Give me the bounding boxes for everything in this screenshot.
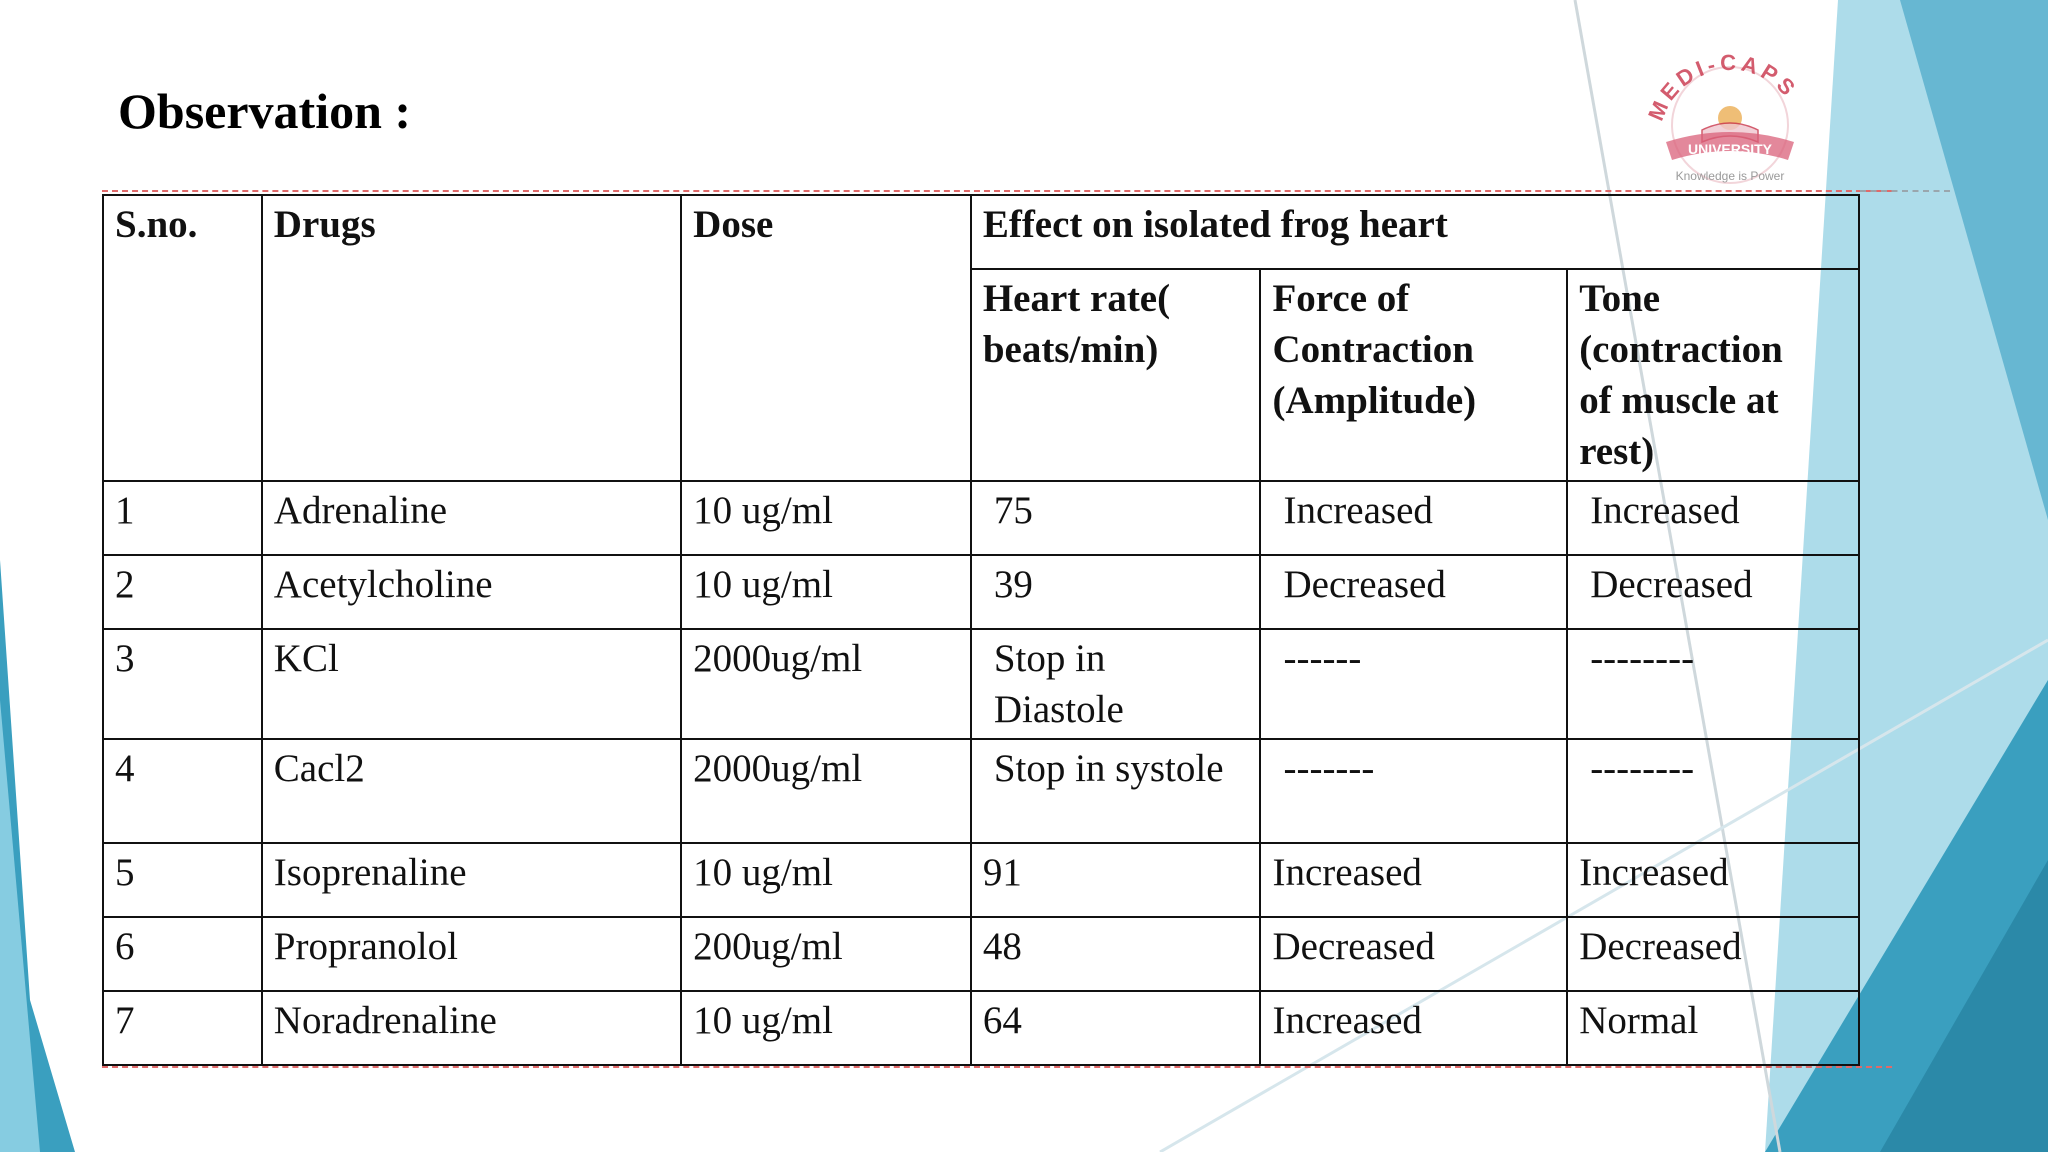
dashed-divider-bottom xyxy=(102,1066,1892,1068)
cell-sno: 1 xyxy=(103,481,262,555)
dashed-divider-top-extension xyxy=(1860,190,1950,192)
cell-heart-rate: 75 xyxy=(971,481,1261,555)
header-effect-group: Effect on isolated frog heart xyxy=(971,195,1859,269)
table-row xyxy=(103,843,1859,917)
logo-name-top: MEDI-CAPS xyxy=(1643,49,1803,125)
header-tone: Tone (contraction of muscle at rest) xyxy=(1567,269,1859,481)
table-row xyxy=(103,991,1859,1065)
header-sno: S.no. xyxy=(103,195,262,481)
header-force-of-contraction: Force of Contraction (Amplitude) xyxy=(1260,269,1567,481)
cell-heart-rate: 91 xyxy=(971,843,1261,917)
header-row-1 xyxy=(103,195,1859,269)
cell-sno: 2 xyxy=(103,555,262,629)
cell-drug: KCl xyxy=(262,629,681,739)
cell-force: Increased xyxy=(1260,481,1567,555)
logo-tagline: Knowledge is Power xyxy=(1675,169,1785,183)
cell-tone: Decreased xyxy=(1567,917,1859,991)
cell-sno: 7 xyxy=(103,991,262,1065)
cell-dose: 10 ug/ml xyxy=(681,991,971,1065)
cell-heart-rate: Stop in Diastole xyxy=(971,629,1261,739)
table-row xyxy=(103,917,1859,991)
cell-heart-rate: 48 xyxy=(971,917,1261,991)
cell-force: Increased xyxy=(1260,991,1567,1065)
cell-dose: 2000ug/ml xyxy=(681,629,971,739)
cell-drug: Noradrenaline xyxy=(262,991,681,1065)
cell-dose: 200ug/ml xyxy=(681,917,971,991)
header-dose: Dose xyxy=(681,195,971,481)
header-heart-rate: Heart rate( beats/min) xyxy=(971,269,1261,481)
table-row xyxy=(103,555,1859,629)
cell-tone: -------- xyxy=(1567,739,1859,843)
observation-table xyxy=(102,194,1860,1066)
table-row xyxy=(103,481,1859,555)
cell-dose: 10 ug/ml xyxy=(681,481,971,555)
cell-sno: 4 xyxy=(103,739,262,843)
header-drugs: Drugs xyxy=(262,195,681,481)
cell-heart-rate: 39 xyxy=(971,555,1261,629)
cell-heart-rate: 64 xyxy=(971,991,1261,1065)
cell-sno: 6 xyxy=(103,917,262,991)
university-logo xyxy=(1620,30,1840,190)
cell-dose: 2000ug/ml xyxy=(681,739,971,843)
cell-drug: Acetylcholine xyxy=(262,555,681,629)
cell-dose: 10 ug/ml xyxy=(681,555,971,629)
table-row xyxy=(103,739,1859,843)
cell-tone: Increased xyxy=(1567,481,1859,555)
cell-force: Decreased xyxy=(1260,555,1567,629)
slide-title: Observation : xyxy=(118,83,412,139)
cell-heart-rate: Stop in systole xyxy=(971,739,1261,843)
dashed-divider-top xyxy=(102,190,1892,192)
cell-sno: 5 xyxy=(103,843,262,917)
logo-ribbon-text: UNIVERSITY xyxy=(1687,141,1773,157)
cell-drug: Propranolol xyxy=(262,917,681,991)
cell-sno: 3 xyxy=(103,629,262,739)
cell-tone: Increased xyxy=(1567,843,1859,917)
cell-force: Increased xyxy=(1260,843,1567,917)
cell-tone: Normal xyxy=(1567,991,1859,1065)
table-row xyxy=(103,629,1859,739)
cell-force: ------- xyxy=(1260,739,1567,843)
cell-drug: Adrenaline xyxy=(262,481,681,555)
cell-drug: Isoprenaline xyxy=(262,843,681,917)
cell-drug: Cacl2 xyxy=(262,739,681,843)
cell-dose: 10 ug/ml xyxy=(681,843,971,917)
cell-tone: -------- xyxy=(1567,629,1859,739)
cell-force: ------ xyxy=(1260,629,1567,739)
cell-force: Decreased xyxy=(1260,917,1567,991)
cell-tone: Decreased xyxy=(1567,555,1859,629)
